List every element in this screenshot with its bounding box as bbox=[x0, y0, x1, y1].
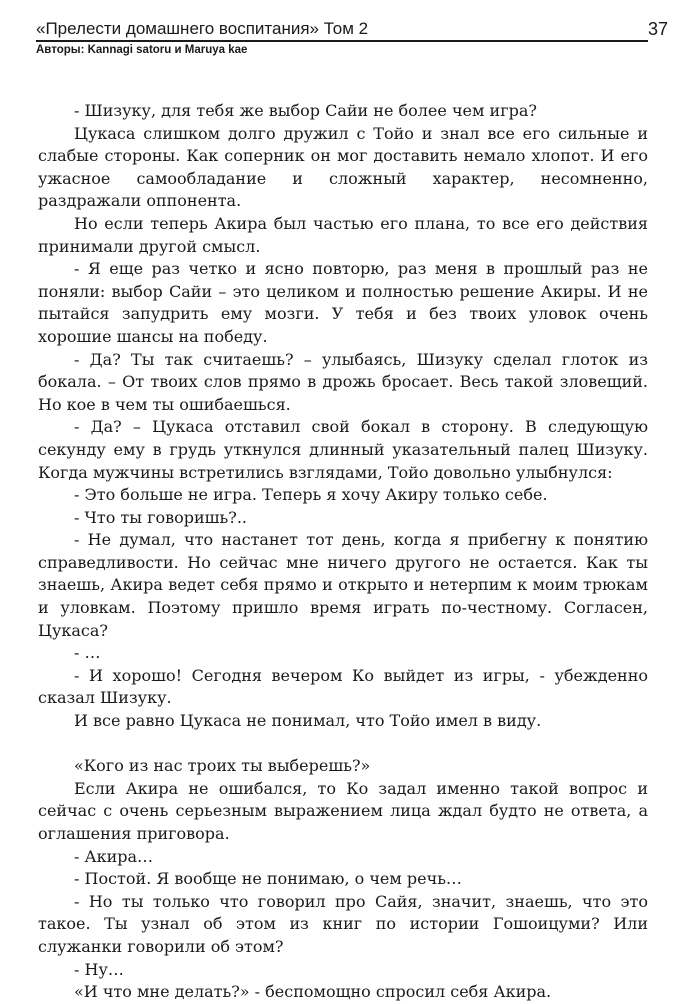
paragraph: Но если теперь Акира был частью его плана, то все его действия принимали другой смысл. bbox=[38, 213, 648, 256]
paragraph: - … bbox=[74, 643, 101, 663]
paragraph: - Постой. Я вообще не понимаю, о чем речь… bbox=[74, 869, 462, 889]
section-break bbox=[38, 733, 648, 756]
paragraph: - Ну… bbox=[74, 959, 124, 979]
paragraph: «И что мне делать?» - беспомощно спросил себя Акира. bbox=[74, 982, 552, 1002]
page-body bbox=[38, 100, 648, 1004]
paragraph: - Шизуку, для тебя же выбор Сайи не более чем игра? bbox=[74, 101, 537, 120]
book-authors: Авторы: Kannagi satoru и Maruya kae bbox=[36, 44, 248, 56]
paragraph: - Я еще раз четко и ясно повторю, раз меня в прошлый раз не поняли: выбор Сайи – это целиком и полностью решение Акиры. И не пытайся запудрить ему мозги. У тебя и без твоих уловок очень хорошие шансы на победу. bbox=[38, 259, 648, 346]
paragraph: - Что ты говоришь?.. bbox=[74, 507, 247, 527]
paragraph: И все равно Цукаса не понимал, что Тойо имел в виду. bbox=[74, 711, 542, 731]
paragraph: - Это больше не игра. Теперь я хочу Акиру только себе. bbox=[74, 485, 548, 505]
paragraph: Цукаса слишком долго дружил с Тойо и знал все его сильные и слабые стороны. Как соперник он мог доставить немало хлопот. И его ужасное самообладание и сложный характер, несомненно, раздражали оппонента. bbox=[38, 123, 648, 211]
book-title: «Прелести домашнего воспитания» Том 2 bbox=[36, 18, 648, 42]
paragraph: - И хорошо! Сегодня вечером Ко выйдет из игры, - убежденно сказал Шизуку. bbox=[38, 665, 648, 708]
page-number: 37 bbox=[647, 19, 668, 39]
paragraph: - Да? Ты так считаешь? – улыбаясь, Шизуку сделал глоток из бокала. – От твоих слов прямо в дрожь бросает. Весь такой зловещий. Но кое в чем ты ошибаешься. bbox=[38, 349, 648, 414]
paragraph: «Кого из нас троих ты выберешь?» bbox=[74, 756, 371, 776]
page-header bbox=[36, 18, 648, 57]
paragraph: - Не думал, что настанет тот день, когда я прибегну к понятию справедливости. Но сейчас мне ничего другого не остается. Как ты знаешь, Акира ведет себя прямо и открыто и нетерпим к моим трюкам и уловкам. Поэтому пришло время играть по-честному. Согласен, Цукаса? bbox=[38, 530, 648, 640]
paragraph: - Да? – Цукаса отставил свой бокал в сторону. В следующую секунду ему в грудь уткнулся длинный указательный палец Шизуку. Когда мужчины встретились взглядами, Тойо довольно улыбнулся: bbox=[38, 417, 648, 482]
paragraph: - Но ты только что говорил про Сайя, значит, знаешь, что это такое. Ты узнал об этом из книг по истории Гошоицуми? Или служанки говорили об этом? bbox=[38, 891, 648, 956]
paragraph: - Акира… bbox=[74, 846, 154, 866]
paragraph: Если Акира не ошибался, то Ко задал именно такой вопрос и сейчас с очень серьезным выражением лица ждал будто не ответа, а оглашения приговора. bbox=[38, 778, 648, 843]
